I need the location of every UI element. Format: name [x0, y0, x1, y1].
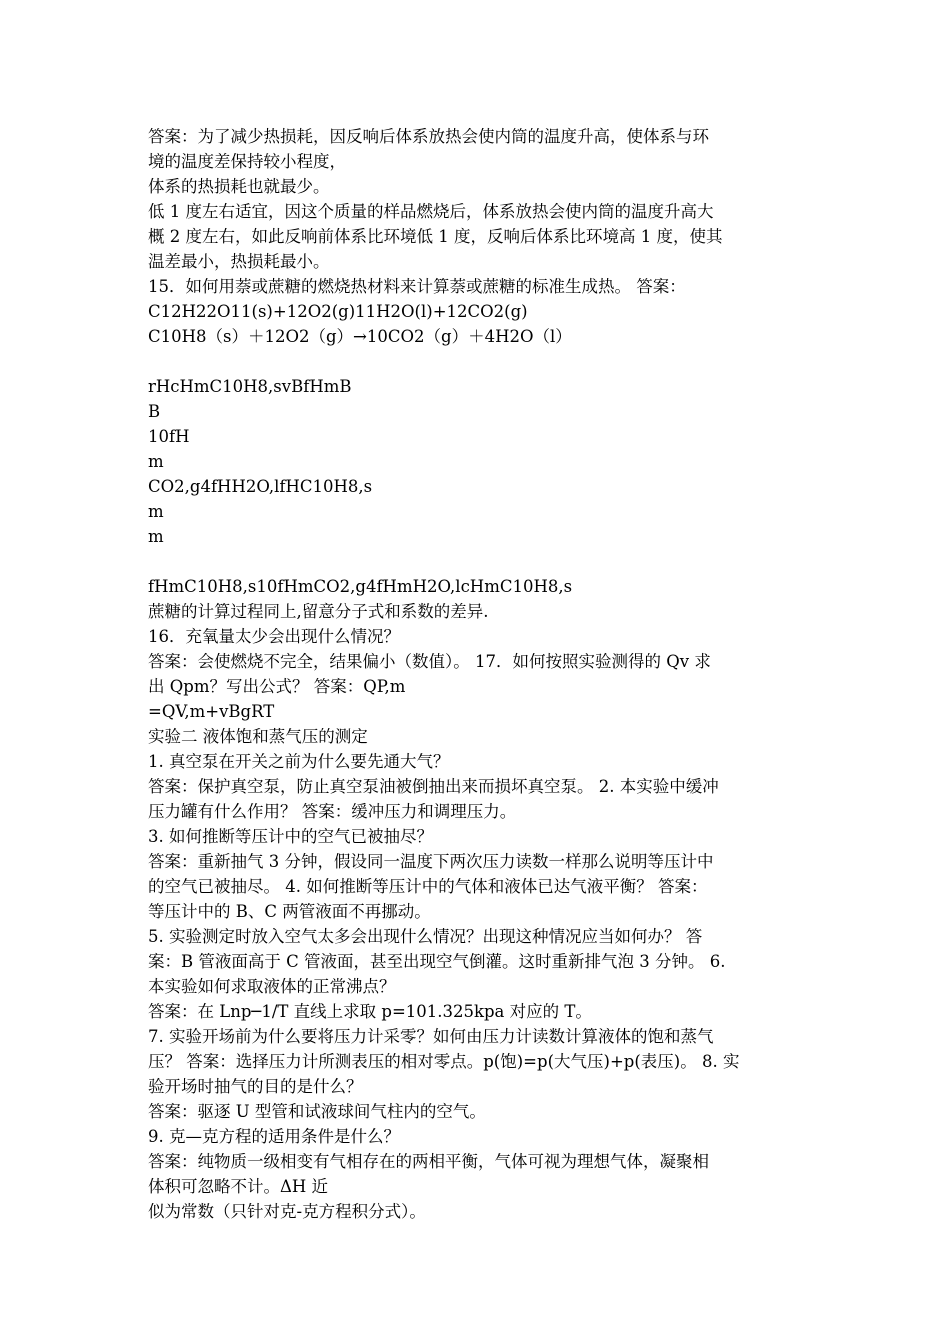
formula-fragment: rHcHmC10H8,svBfHmB: [148, 377, 352, 396]
text-line: 体积可忽略不计。ΔH 近: [148, 1177, 329, 1196]
formula-fragment: m: [148, 452, 164, 471]
text-line: 体系的热损耗也就最少。: [148, 177, 330, 196]
formula-line: =QV,m+vBgRT: [148, 702, 275, 721]
text-line: 答案：重新抽气 3 分钟，假设同一温度下两次压力读数一样那么说明等压计中: [148, 852, 714, 871]
text-line: 概 2 度左右，如此反响前体系比环境低 1 度，反响后体系比环境高 1 度，使其: [148, 227, 723, 246]
question-16: 16．充氧量太少会出现什么情况？: [148, 627, 400, 646]
document-page: [148, 124, 808, 1224]
equation-naphthalene: C10H8（s）＋12O2（g）→10CO2（g）＋4H2O（l）: [148, 327, 572, 346]
question-7: 7. 实验开场前为什么要将压力计采零？如何由压力计读数计算液体的饱和蒸气: [148, 1027, 714, 1046]
blank-line: [148, 349, 808, 374]
text-line: 似为常数（只针对克-克方程积分式）。: [148, 1202, 426, 1221]
text-line: 压力罐有什么作用？ 答案：缓冲压力和调理压力。: [148, 802, 517, 821]
text-line: 答案：在 Lnp─1/T 直线上求取 p=101.325kpa 对应的 T。: [148, 1002, 592, 1021]
text-line: 答案：纯物质一级相变有气相存在的两相平衡，气体可视为理想气体，凝聚相: [148, 1152, 709, 1171]
text-line: 低 1 度左右适宜，因这个质量的样品燃烧后，体系放热会使内筒的温度升高大: [148, 202, 714, 221]
text-line: 答案：会使燃烧不完全，结果偏小（数值）。 17．如何按照实验测得的 Qv 求: [148, 652, 711, 671]
text-line: 蔗糖的计算过程同上,留意分子式和系数的差异.: [148, 602, 489, 621]
text-line: 出 Qpm？写出公式？ 答案：QP,m: [148, 677, 406, 696]
question-9: 9. 克—克方程的适用条件是什么？: [148, 1127, 400, 1146]
formula-fragment: CO2,g4fHH2O,lfHC10H8,s: [148, 477, 373, 496]
formula-fragment: m: [148, 502, 164, 521]
text-line: 温差最小，热损耗最小。: [148, 252, 330, 271]
text-line: 的空气已被抽尽。 4. 如何推断等压计中的气体和液体已达气液平衡？ 答案：: [148, 877, 708, 896]
equation-sucrose: C12H22O11(s)+12O2(g)11H2O(l)+12CO2(g): [148, 302, 528, 321]
question-1: 1. 真空泵在开关之前为什么要先通大气？: [148, 752, 450, 771]
formula-fragment: B: [148, 402, 161, 421]
section-heading: 实验二 液体饱和蒸气压的测定: [148, 727, 368, 746]
question-15: 15．如何用萘或蔗糖的燃烧热材料来计算萘或蔗糖的标准生成热。 答案：: [148, 277, 686, 296]
text-line: 答案：保护真空泵，防止真空泵油被倒抽出来而损坏真空泵。 2. 本实验中缓冲: [148, 777, 719, 796]
text-line: 本实验如何求取液体的正常沸点？: [148, 977, 396, 996]
text-line: 答案：驱逐 U 型管和试液球间气柱内的空气。: [148, 1102, 486, 1121]
text-line: 境的温度差保持较小程度，: [148, 152, 346, 171]
question-5: 5. 实验测定时放入空气太多会出现什么情况？出现这种情况应当如何办？ 答: [148, 927, 703, 946]
question-3: 3. 如何推断等压计中的空气已被抽尽？: [148, 827, 433, 846]
formula-fragment: fHmC10H8,s10fHmCO2,g4fHmH2O,lcHmC10H8,s: [148, 577, 573, 596]
formula-fragment: m: [148, 527, 164, 546]
text-line: 答案：为了减少热损耗，因反响后体系放热会使内筒的温度升高，使体系与环: [148, 127, 709, 146]
text-line: 等压计中的 B、C 两管液面不再挪动。: [148, 902, 431, 921]
formula-fragment: 10fH: [148, 427, 190, 446]
text-line: 案：B 管液面高于 C 管液面，甚至出现空气倒灌。这时重新排气泡 3 分钟。 6.: [148, 952, 726, 971]
text-line: 压？ 答案：选择压力计所测表压的相对零点。p(饱)=p(大气压)+p(表压)。 8. 实: [148, 1052, 740, 1071]
blank-line: [148, 549, 808, 574]
text-line: 验开场时抽气的目的是什么？: [148, 1077, 363, 1096]
